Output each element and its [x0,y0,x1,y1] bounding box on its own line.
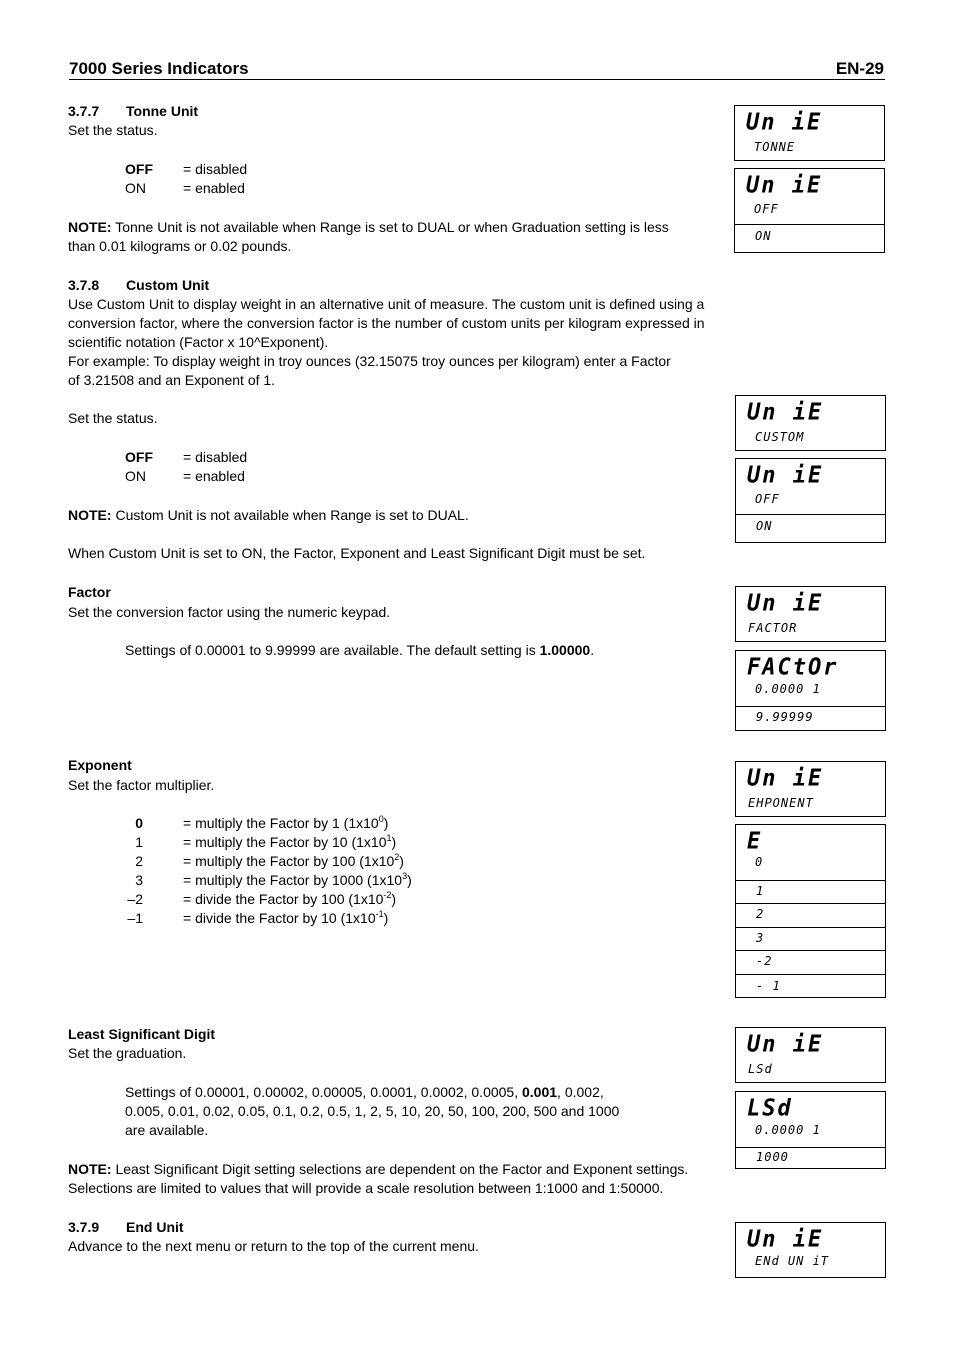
section-heading-custom-unit [68,277,209,293]
exponent-power: -2 [383,890,392,900]
lsd-settings-text: , 0.002, [557,1084,604,1100]
section-number: 3.7.8 [68,277,100,293]
exponent-option [125,871,412,890]
section-heading-tonne-unit [68,103,198,119]
exponent-end: ) [383,815,389,831]
tonne-note [68,218,708,256]
display-small-text: LSd [748,1062,773,1076]
display-end-unit [735,1222,886,1278]
display-exponent-3: 3 [756,931,765,945]
option-key: ON [125,468,146,484]
factor-settings-end: . [590,642,595,658]
display-row [736,706,885,732]
exponent-end: ) [399,853,404,869]
custom-option-off [125,448,247,467]
display-big-text: Un iE [747,590,824,617]
display-row [736,927,885,951]
display-exponent-minus2: -2 [756,954,773,968]
display-big-text: Un iE [746,109,823,136]
exponent-power: 2 [394,852,400,862]
display-option-on: ON [755,229,772,243]
note-label: NOTE: [68,507,112,523]
exponent-text: = multiply the Factor by 10 (1x10 [183,834,387,850]
option-key: OFF [125,449,153,465]
display-unit-lsd [735,1027,886,1083]
lsd-intro: Set the graduation. [68,1045,187,1061]
exponent-text: = multiply the Factor by 1000 (1x10 [183,872,403,888]
display-big-text: Un iE [747,1031,824,1058]
exponent-text: = multiply the Factor by 100 (1x10 [183,853,395,869]
display-custom-options [735,458,886,543]
lsd-note [68,1160,728,1198]
display-unit-exponent [735,761,886,817]
factor-default-value: 1.00000 [539,642,591,658]
exponent-text: = divide the Factor by 10 (1x10 [183,910,376,926]
display-small-text: ENd UN iT [755,1254,830,1268]
display-small-text: CUSTOM [755,430,805,444]
custom-desc-line: conversion factor, where the conversion factor is the number of custom units per kilogram expressed in [68,315,705,331]
tonne-option-on [125,179,245,198]
display-small-text: TONNE [754,140,796,154]
exponent-power: 1 [386,833,392,843]
lsd-settings-line2: 0.005, 0.01, 0.02, 0.05, 0.1, 0.2, 0.5, 1, 2, 5, 10, 20, 50, 100, 200, 500 and 1000 [125,1103,620,1119]
custom-desc-line: Use Custom Unit to display weight in an alternative unit of measure. The custom unit is defined using a [68,296,705,312]
display-lsd-min: 0.0000 1 [755,1123,821,1137]
header-rule [69,79,885,80]
exponent-option [125,890,412,909]
display-row [736,974,885,999]
option-value: = enabled [183,468,245,484]
display-big-text: Un iE [747,765,824,792]
display-big-text: Un iE [746,172,823,199]
option-value: = enabled [183,180,245,196]
exponent-key: 0 [135,815,143,831]
exponent-heading: Exponent [68,757,132,773]
exponent-intro: Set the factor multiplier. [68,777,215,793]
exponent-key: 2 [135,853,143,869]
display-factor-max: 9.99999 [756,710,814,724]
exponent-end: ) [391,891,397,907]
note-text: Custom Unit is not available when Range is set to DUAL. [111,507,469,523]
exponent-key: 1 [135,834,143,850]
display-small-text: EHPONENT [748,796,814,810]
custom-note [68,506,469,525]
exponent-option [125,833,412,852]
note-text-line1: Least Significant Digit setting selections are dependent on the Factor and Exponent settings. [111,1161,689,1177]
exponent-text: = divide the Factor by 100 (1x10 [183,891,384,907]
lsd-settings-text: Settings of 0.00001, 0.00002, 0.00005, 0.0001, 0.0002, 0.0005, [125,1084,522,1100]
lsd-default-value: 0.001 [522,1084,558,1100]
display-row [736,903,885,927]
factor-settings-text: Settings of 0.00001 to 9.99999 are available. The default setting is [125,642,540,658]
lsd-settings-line3: are available. [125,1122,209,1138]
display-unit-custom [735,395,886,451]
exponent-option [125,852,412,871]
exponent-key: –2 [127,891,143,907]
header-title: 7000 Series Indicators [69,59,249,78]
display-exponent-minus1: - 1 [756,979,781,993]
display-big-text: FACtOr [747,654,839,681]
display-exponent-2: 2 [756,907,765,921]
display-row [736,1147,885,1170]
exponent-end: ) [407,872,412,888]
factor-intro: Set the conversion factor using the numeric keypad. [68,604,391,620]
section-title: Tonne Unit [126,103,199,119]
display-small-text: FACTOR [748,621,798,635]
display-factor-options [735,650,886,731]
custom-option-on [125,467,245,486]
exponent-key: –1 [127,910,143,926]
display-lsd-options [735,1091,886,1169]
display-big-text: Un iE [747,462,824,489]
exponent-power: -1 [375,909,384,919]
custom-desc-line: scientific notation (Factor x 10^Exponent). [68,334,329,350]
note-text-line2: Selections are limited to values that will provide a scale resolution between 1:1000 and 1:50000. [68,1180,664,1196]
section-title: Custom Unit [126,277,210,293]
display-row [736,514,885,544]
exponent-options [125,814,412,928]
display-exponent-options [735,824,886,998]
end-unit-text: Advance to the next menu or return to the top of the current menu. [68,1238,479,1254]
display-option-off: OFF [754,202,779,216]
display-factor-min: 0.0000 1 [755,682,821,696]
custom-desc-line: For example: To display weight in troy ounces (32.15075 troy ounces per kilogram) enter a Factor [68,353,671,369]
exponent-end: ) [391,834,397,850]
option-value: = disabled [183,161,248,177]
lsd-settings-line1 [125,1083,725,1102]
page-number: EN-29 [835,59,884,78]
section-number: 3.7.7 [68,103,100,119]
display-big-text: Un iE [747,399,824,426]
display-row [735,224,884,254]
lsd-heading: Least Significant Digit [68,1026,216,1042]
display-exponent-1: 1 [756,884,765,898]
display-option-off: OFF [755,492,780,506]
display-unit-factor [735,586,886,642]
option-value: = disabled [183,449,248,465]
tonne-option-off [125,160,247,179]
custom-description [68,295,728,390]
section-heading-end-unit [68,1219,184,1235]
section-title: End Unit [126,1219,184,1235]
display-big-text: Un iE [747,1226,824,1253]
display-tonne-options [734,168,885,253]
exponent-power: 3 [402,871,408,881]
option-key: OFF [125,161,153,177]
exponent-option [125,909,412,928]
display-lsd-max: 1000 [756,1150,789,1164]
custom-when-on: When Custom Unit is set to ON, the Factor, Exponent and Least Significant Digit must be set. [68,545,646,561]
display-exponent-0: 0 [755,855,764,869]
display-option-on: ON [756,519,773,533]
note-label: NOTE: [68,1161,112,1177]
factor-heading: Factor [68,584,111,600]
note-label: NOTE: [68,219,112,235]
exponent-end: ) [383,910,389,926]
display-row [736,950,885,974]
display-big-text: LSd [747,1095,793,1122]
factor-settings [125,641,594,660]
exponent-power: 0 [378,814,384,824]
custom-intro: Set the status. [68,410,158,426]
lsd-settings [125,1083,725,1140]
display-big-text: E [747,828,763,855]
section-number: 3.7.9 [68,1219,100,1235]
note-text-line1: Tonne Unit is not available when Range is set to DUAL or when Graduation setting is less [111,219,669,235]
exponent-option [125,814,412,833]
display-unit-tonne [734,105,885,161]
custom-desc-line: of 3.21508 and an Exponent of 1. [68,372,276,388]
tonne-intro: Set the status. [68,122,158,138]
note-text-line2: than 0.01 kilograms or 0.02 pounds. [68,238,292,254]
exponent-key: 3 [135,872,143,888]
option-key: ON [125,180,146,196]
exponent-text: = multiply the Factor by 1 (1x10 [183,815,379,831]
display-row [736,880,885,904]
